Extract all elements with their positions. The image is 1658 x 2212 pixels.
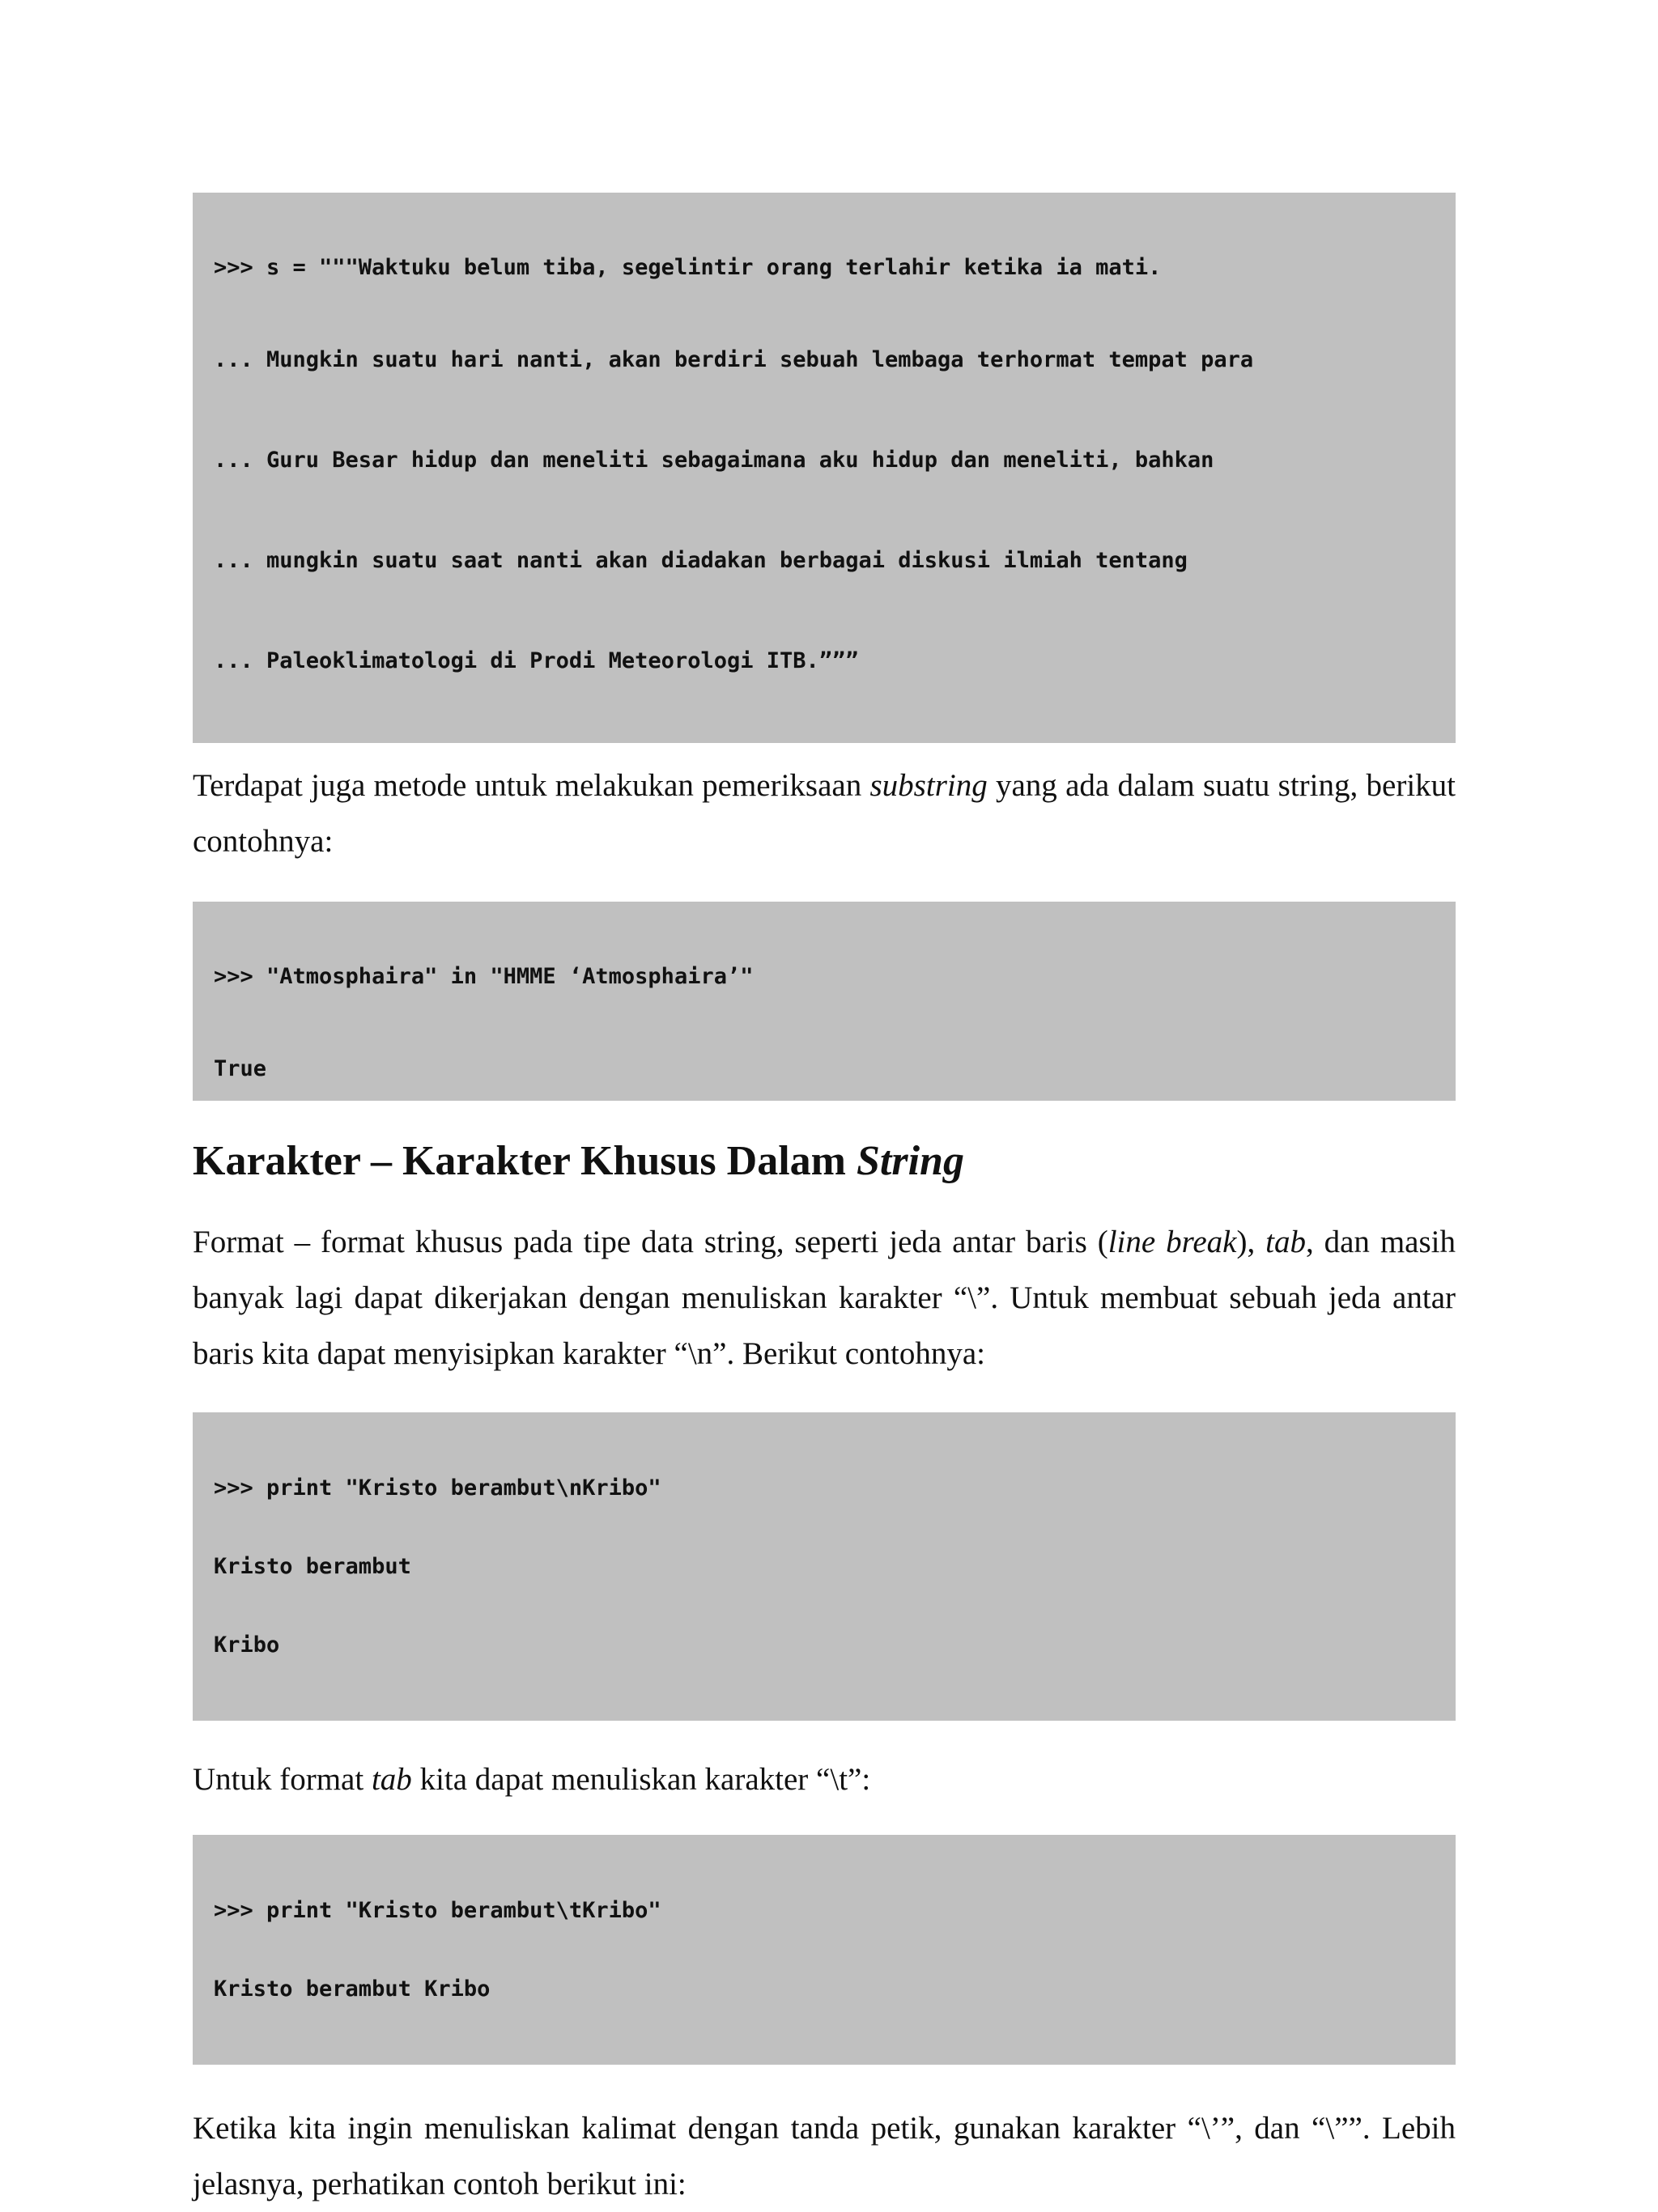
- paragraph-emphasis: tab: [1265, 1225, 1306, 1259]
- code-line: Kribo: [214, 1632, 280, 1658]
- code-line: ... Mungkin suatu hari nanti, akan berdiri sebuah lembaga terhormat tempat para: [214, 347, 1254, 372]
- paragraph-tab-format: [193, 1751, 1456, 1807]
- code-line: >>> print "Kristo berambut\nKribo": [214, 1475, 661, 1501]
- paragraph-emphasis: substring: [869, 768, 988, 803]
- heading-emphasis: String: [856, 1138, 964, 1184]
- paragraph-text: , dan masih banyak lagi dapat dikerjakan dengan menuliskan karakter “\”. Untuk membuat sebuah jeda antar baris kita dapat menyisipkan karakter “\n”. Berikut contohnya:: [193, 1225, 1456, 1371]
- paragraph-quotes: [193, 2100, 1456, 2212]
- code-line: >>> print "Kristo berambut\tKribo": [214, 1898, 661, 1923]
- code-block-triple-quote: [193, 193, 1456, 743]
- code-line: >>> "Atmosphaira" in "HMME ‘Atmosphaira’": [214, 964, 754, 989]
- paragraph-text: yang ada dalam suatu string, berikut contohnya:: [193, 768, 1456, 859]
- document-page: [193, 193, 1456, 2212]
- paragraph-text: kita dapat menuliskan karakter “\t”:: [411, 1762, 871, 1797]
- code-line: [214, 737, 1435, 743]
- paragraph-special-characters: [193, 1214, 1456, 1382]
- code-line: Kristo berambut Kribo: [214, 1976, 491, 2002]
- paragraph-text: Untuk format: [193, 1762, 372, 1797]
- code-line: True: [214, 1056, 267, 1081]
- section-heading: [193, 1133, 1456, 1190]
- paragraph-text: Ketika kita ingin menuliskan kalimat dengan tanda petik, gunakan karakter “\’”, dan “\””. Lebih jelasnya, perhatikan contoh berikut ini:: [193, 2111, 1456, 2201]
- code-line: ... Paleoklimatologi di Prodi Meteorologi ITB.”””: [214, 648, 859, 673]
- heading-text: Karakter – Karakter Khusus Dalam: [193, 1138, 857, 1184]
- code-block-substring: [193, 902, 1456, 1101]
- paragraph-text: ),: [1236, 1225, 1266, 1259]
- code-block-newline: [193, 1412, 1456, 1721]
- code-line: Kristo berambut: [214, 1554, 411, 1579]
- paragraph-emphasis: line break: [1107, 1225, 1237, 1259]
- code-line: ... mungkin suatu saat nanti akan diadakan berbagai diskusi ilmiah tentang: [214, 548, 1188, 573]
- code-block-tab: [193, 1835, 1456, 2065]
- paragraph-emphasis: tab: [371, 1762, 412, 1797]
- paragraph-substring-intro: [193, 758, 1456, 869]
- code-line: ... Guru Besar hidup dan meneliti sebagaimana aku hidup dan meneliti, bahkan: [214, 448, 1214, 473]
- code-line: >>> s = """Waktuku belum tiba, segelintir orang terlahir ketika ia mati.: [214, 255, 1162, 280]
- paragraph-text: Terdapat juga metode untuk melakukan pemeriksaan: [193, 768, 870, 803]
- paragraph-text: Format – format khusus pada tipe data string, seperti jeda antar baris (: [193, 1225, 1108, 1259]
